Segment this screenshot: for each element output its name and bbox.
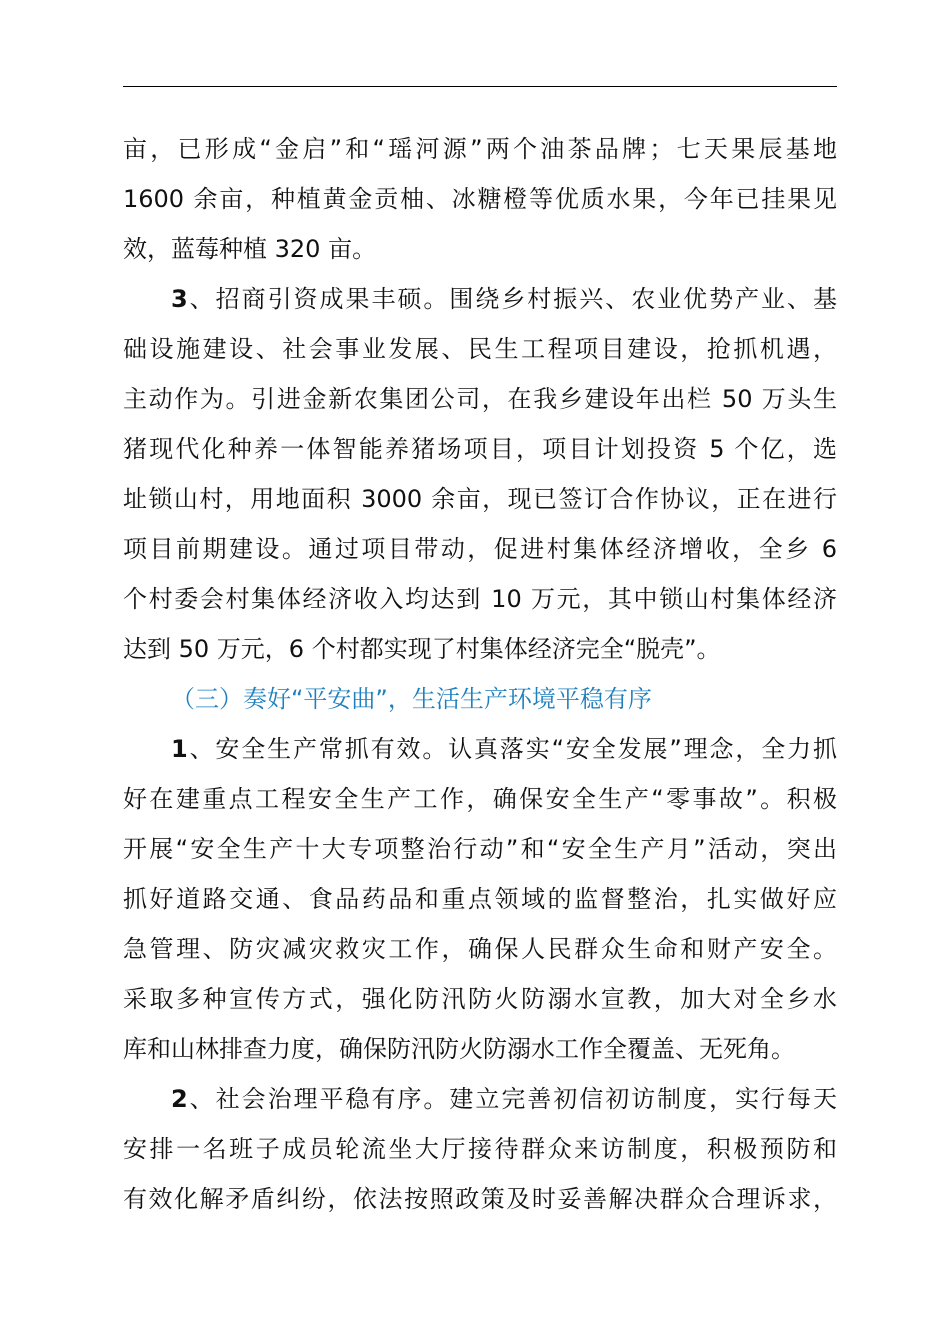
numbered-paragraph-first-line xyxy=(123,274,837,324)
text-line: 1600 余亩，种植黄金贡柚、冰糖橙等优质水果，今年已挂果见 xyxy=(123,185,837,213)
document-body xyxy=(123,124,837,1224)
text-line: 好在建重点工程安全生产工作，确保安全生产“零事故”。积极 xyxy=(123,785,837,813)
text-line: 急管理、防灾减灾救灾工作，确保人民群众生命和财产安全。 xyxy=(123,935,837,963)
text-line: 开展“安全生产十大专项整治行动”和“安全生产月”活动，突出 xyxy=(123,835,837,863)
text-run: 、社会治理平稳有序。建立完善初信初访制度，实行每天 xyxy=(187,1085,837,1113)
text-run: 、安全生产常抓有效。认真落实“安全发展”理念，全力抓 xyxy=(187,735,837,763)
text-line: 础设施建设、社会事业发展、民生工程项目建设，抢抓机遇， xyxy=(123,335,837,363)
numbered-paragraph-first-line xyxy=(123,724,837,774)
text-line: 有效化解矛盾纠纷，依法按照政策及时妥善解决群众合理诉求， xyxy=(123,1185,837,1213)
header-rule xyxy=(123,86,837,87)
item-number: 3 xyxy=(171,285,188,313)
text-line: 抓好道路交通、食品药品和重点领域的监督整治，扎实做好应 xyxy=(123,885,837,913)
text-line: 址锁山村，用地面积 3000 余亩，现已签订合作协议，正在进行 xyxy=(123,485,837,513)
text-line: 主动作为。引进金新农集团公司，在我乡建设年出栏 50 万头生 xyxy=(123,385,837,413)
text-line: 项目前期建设。通过项目带动，促进村集体经济增收，全乡 6 xyxy=(123,535,837,563)
text-line: 亩，已形成“金启”和“瑶河源”两个油茶品牌；七天果辰基地 xyxy=(123,135,837,163)
text-line: 猪现代化种养一体智能养猪场项目，项目计划投资 5 个亿，选 xyxy=(123,435,837,463)
item-number: 2 xyxy=(171,1085,188,1113)
text-line: 采取多种宣传方式，强化防汛防火防溺水宣教，加大对全乡水 xyxy=(123,985,837,1013)
text-line: 库和山林排查力度，确保防汛防火防溺水工作全覆盖、无死角。 xyxy=(123,1035,795,1063)
text-line: 达到 50 万元，6 个村都实现了村集体经济完全“脱壳”。 xyxy=(123,635,721,663)
text-line: 效，蓝莓种植 320 亩。 xyxy=(123,235,377,263)
item-number: 1 xyxy=(171,735,188,763)
numbered-paragraph-first-line xyxy=(123,1074,837,1124)
section-heading: （三）奏好“平安曲”，生活生产环境平稳有序 xyxy=(171,685,652,713)
text-run: 、招商引资成果丰硕。围绕乡村振兴、农业优势产业、基 xyxy=(187,285,837,313)
text-line: 安排一名班子成员轮流坐大厅接待群众来访制度，积极预防和 xyxy=(123,1135,837,1163)
text-line: 个村委会村集体经济收入均达到 10 万元，其中锁山村集体经济 xyxy=(123,585,837,613)
